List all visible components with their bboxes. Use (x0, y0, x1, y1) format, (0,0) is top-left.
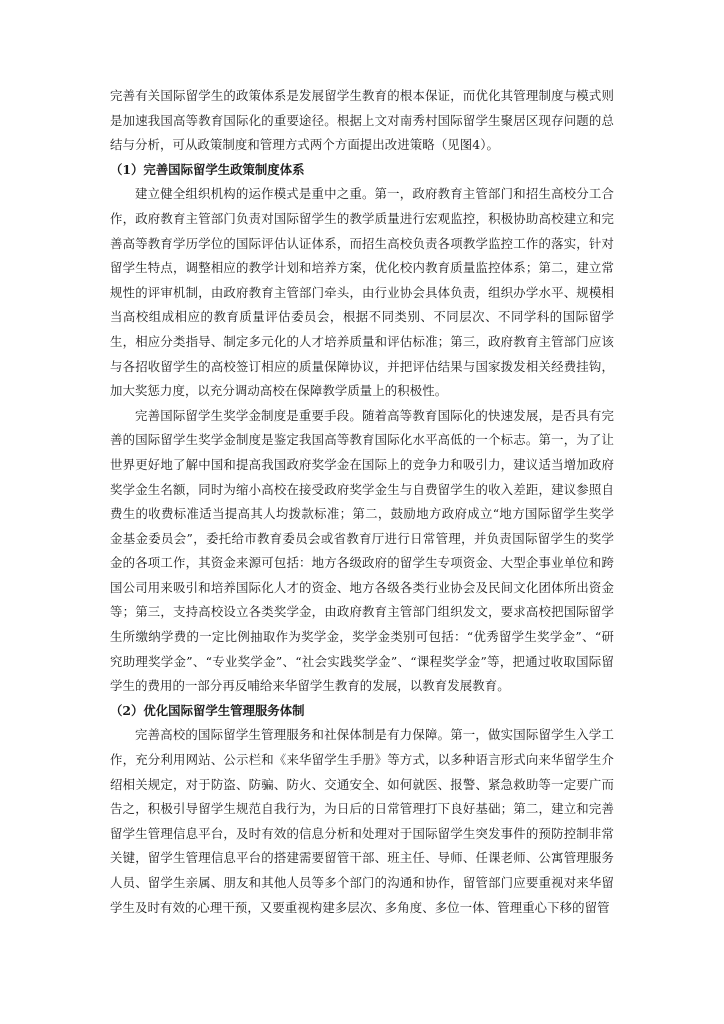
section-heading-management: （2）优化国际留学生管理服务体制 (110, 702, 305, 718)
paragraph-organization: 建立健全组织机构的运作模式是重中之重。第一，政府教育主管部门和招生高校分工合作，政府教育主管部门负责对国际留学生的教学质量进行宏观监控，积极协助高校建立和完善高等教育学历学位的国际评估认证体系，而招生高校负责各项教学监控工作的落实，针对留学生特点，调整相应的教学计划和培养方案，优化校内教育质量监控体系；第二，建立常规性的评审机制，由政府教育主管部门牵头，由行业协会具体负责，组织办学水平、规模相当高校组成相应的教育质量评估委员会，根据不同类别、不同层次、不同学科的国际留学生，相应分类指导、制定多元化的人才培养质量和评估标准；第三，政府教育主管部门应该与各招收留学生的高校签订相应的质量保障协议，并把评估结果与国家拨发相关经费挂钩，加大奖惩力度，以充分调动高校在保障教学质量上的积极性。 (110, 186, 614, 399)
section-heading-policy: （1）完善国际留学生政策制度体系 (110, 161, 305, 177)
paragraph-scholarship: 完善国际留学生奖学金制度是重要手段。随着高等教育国际化的快速发展，是否具有完善的国际留学生奖学金制度是鉴定我国高等教育国际化水平高低的一个标志。第一，为了让世界更好地了解中国和提高我国政府奖学金在国际上的竞争力和吸引力，建议适当增加政府奖学金生名额，同时为缩小高校在接受政府奖学金生与自费留学生的收入差距，建议参照自费生的收费标准适当提高其人均拨款标准；第二，鼓励地方政府成立“地方国际留学生奖学金基金委员会”，委托给市教育委员会或省教育厅进行日常管理，并负责国际留学生的奖学金的各项工作，其资金来源可包括：地方各级政府的留学生专项资金、大型企事业单位和跨国公司用来吸引和培养国际化人才的资金、地方各级各类行业协会及民间文化团体所出资金等；第三，支持高校设立各类奖学金，由政府教育主管部门组织发文，要求高校把国际留学生所缴纳学费的一定比例抽取作为奖学金，奖学金类别可包括：“优秀留学生奖学金”、“研究助理奖学金”、“专业奖学金”、“社会实践奖学金”、“课程奖学金”等，把通过收取国际留学生的费用的一部分再反哺给来华留学生教育的发展，以教育发展教育。 (110, 407, 614, 694)
paragraph-intro: 完善有关国际留学生的政策体系是发展留学生教育的根本保证，而优化其管理制度与模式则是加速我国高等教育国际化的重要途径。根据上文对南秀村国际留学生聚居区现存问题的总结与分析，可从政策制度和管理方式两个方面提出改进策略（见图4）。 (110, 88, 614, 153)
document-page (110, 84, 614, 920)
paragraph-management-service: 完善高校的国际留学生管理服务和社保体制是有力保障。第一，做实国际留学生入学工作，充分利用网站、公示栏和《来华留学生手册》等方式，以多种语言形式向来华留学生介绍相关规定，对于防盗、防骗、防火、交通安全、如何就医、报警、紧急救助等一定要广而告之，积极引导留学生规范自我行为，为日后的日常管理打下良好基础；第二，建立和完善留学生管理信息平台，及时有效的信息分析和处理对于国际留学生突发事件的预防控制非常关键，留学生管理信息平台的搭建需要留管干部、班主任、导师、任课老师、公寓管理服务人员、留学生亲属、朋友和其他人员等多个部门的沟通和协作，留管部门应要重视对来华留学生及时有效的心理干预，又要重视构建多层次、多角度、多位一体、管理重心下移的留管 (110, 727, 614, 915)
